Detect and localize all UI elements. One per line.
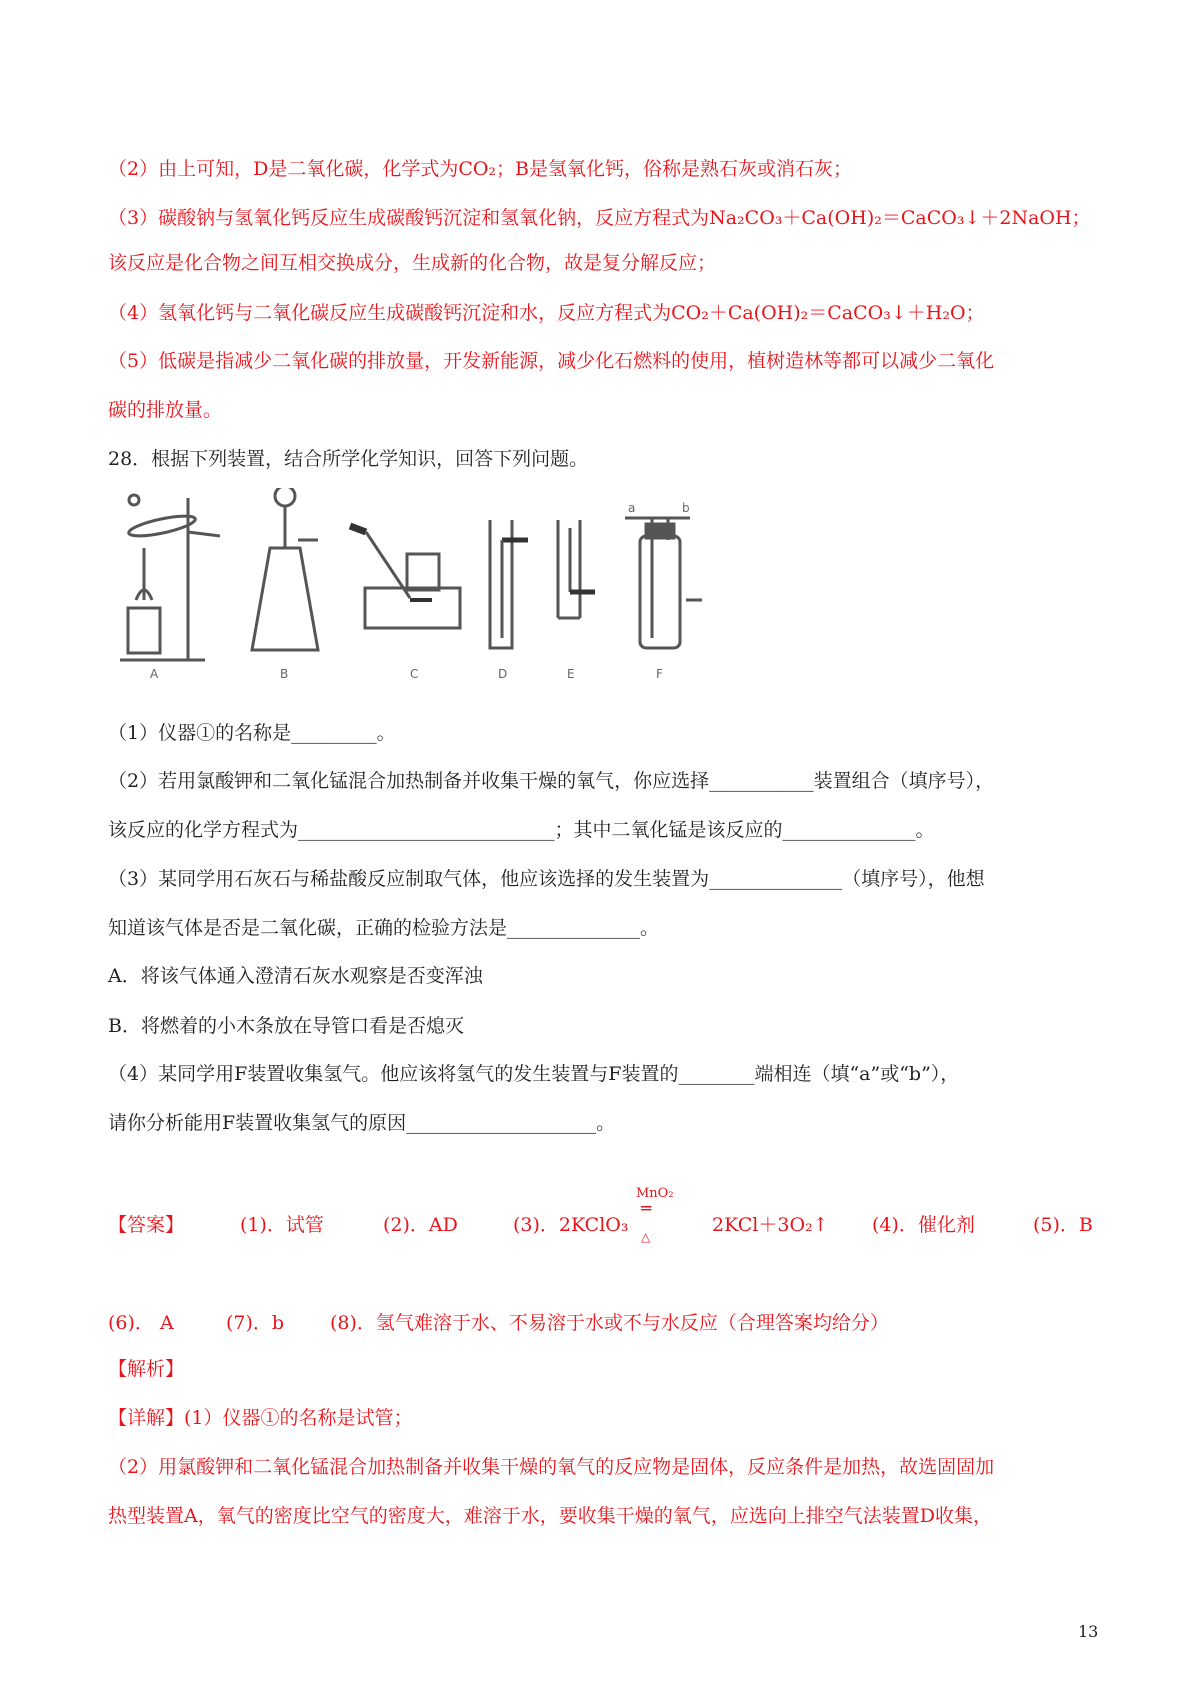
option-a: A．将该气体通入澄清石灰水观察是否变浑浊 <box>108 965 483 987</box>
fig-label-f: F <box>656 667 663 681</box>
fig-label-d: D <box>498 667 508 681</box>
question-q2-line1: （2）若用氯酸钾和二氧化锰混合加热制备并收集干燥的氧气，你应选择___________装置组合（填序号）， <box>108 770 995 792</box>
detail-1: (1）仪器①的名称是试管； <box>184 1407 413 1429</box>
detail-label: 【详解】 <box>108 1407 185 1429</box>
answer-6: (6)． A <box>108 1312 174 1334</box>
apparatus-c-icon <box>350 526 460 628</box>
answer-3-catalyst: MnO₂ <box>636 1186 674 1201</box>
answer-5: (5)．B <box>1033 1214 1093 1236</box>
answer-3-left: (3)．2KClO₃ <box>513 1214 629 1236</box>
answer-3-heat: △ <box>641 1230 651 1244</box>
apparatus-e-icon <box>558 520 595 618</box>
detail-2-line1: （2）用氯酸钾和二氧化锰混合加热制备并收集干燥的氧气的反应物是固体，反应条件是加热，故选固固加 <box>108 1456 995 1478</box>
answer-label: 【答案】 <box>108 1214 185 1236</box>
apparatus-figure <box>120 488 780 683</box>
answer-1: (1)．试管 <box>240 1214 324 1236</box>
solution-p4: （4）氢氧化钙与二氧化碳反应生成碳酸钙沉淀和水，反应方程式为CO₂＋Ca(OH)₂＝CaCO₃↓＋H₂O； <box>108 302 985 324</box>
answer-4: (4)．催化剂 <box>872 1214 975 1236</box>
solution-p3-line1: （3）碳酸钠与氢氧化钙反应生成碳酸钙沉淀和氢氧化钠，反应方程式为Na₂CO₃＋Ca(OH)₂＝CaCO₃↓＋2NaOH； <box>108 207 1091 229</box>
question-q3-line2: 知道该气体是否是二氧化碳，正确的检验方法是______________。 <box>108 917 660 939</box>
fig-label-a: A <box>150 667 159 681</box>
answer-8: (8)．氢气难溶于水、不易溶于水或不与水反应（合理答案均给分） <box>330 1312 889 1334</box>
solution-p2: （2）由上可知，D是二氧化碳，化学式为CO₂；B是氢氧化钙，俗称是熟石灰或消石灰； <box>108 158 853 180</box>
page-number: 13 <box>1078 1622 1099 1641</box>
answer-3-right: 2KCl＋3O₂↑ <box>712 1214 829 1236</box>
solution-p5-line2: 碳的排放量。 <box>108 399 223 421</box>
question-stem: 28．根据下列装置，结合所学化学知识，回答下列问题。 <box>108 448 589 470</box>
apparatus-d-icon <box>490 520 528 648</box>
detail-2-line2: 热型装置A，氧气的密度比空气的密度大，难溶于水，要收集干燥的氧气，应选向上排空气法装置D收集， <box>108 1505 992 1527</box>
question-q4-line1: （4）某同学用F装置收集氢气。他应该将氢气的发生装置与F装置的________端相连（填“a”或“b”）， <box>108 1063 960 1085</box>
apparatus-a-icon <box>120 495 220 660</box>
solution-p5-line1: （5）低碳是指减少二氧化碳的排放量，开发新能源，减少化石燃料的使用，植树造林等都可以减少二氧化 <box>108 350 995 372</box>
fig-label-e: E <box>567 667 575 681</box>
fig-label-b: B <box>280 667 289 681</box>
question-q2-line2: 该反应的化学方程式为___________________________；其中二氧化锰是该反应的______________。 <box>108 819 935 841</box>
question-q1: （1）仪器①的名称是_________。 <box>108 722 396 744</box>
question-q3-line1: （3）某同学用石灰石与稀盐酸反应制取气体，他应该选择的发生装置为______________（填序号），他想 <box>108 868 985 890</box>
solution-p3-line2: 该反应是化合物之间互相交换成分，生成新的化合物，故是复分解反应； <box>108 252 717 274</box>
analysis-detail-line <box>108 1405 413 1431</box>
question-q4-line2: 请你分析能用F装置收集氢气的原因____________________。 <box>108 1112 616 1134</box>
fig-port-a: a <box>628 501 636 515</box>
option-b: B．将燃着的小木条放在导管口看是否熄灭 <box>108 1015 464 1037</box>
analysis-label: 【解析】 <box>108 1358 185 1380</box>
apparatus-b-icon <box>252 488 318 650</box>
apparatus-f-icon <box>625 518 702 648</box>
answer-7: (7)．b <box>226 1312 285 1334</box>
fig-port-b: b <box>682 501 690 515</box>
answer-3-equals: ═ <box>641 1199 652 1219</box>
answer-2: (2)．AD <box>383 1214 458 1236</box>
fig-label-c: C <box>410 667 419 681</box>
